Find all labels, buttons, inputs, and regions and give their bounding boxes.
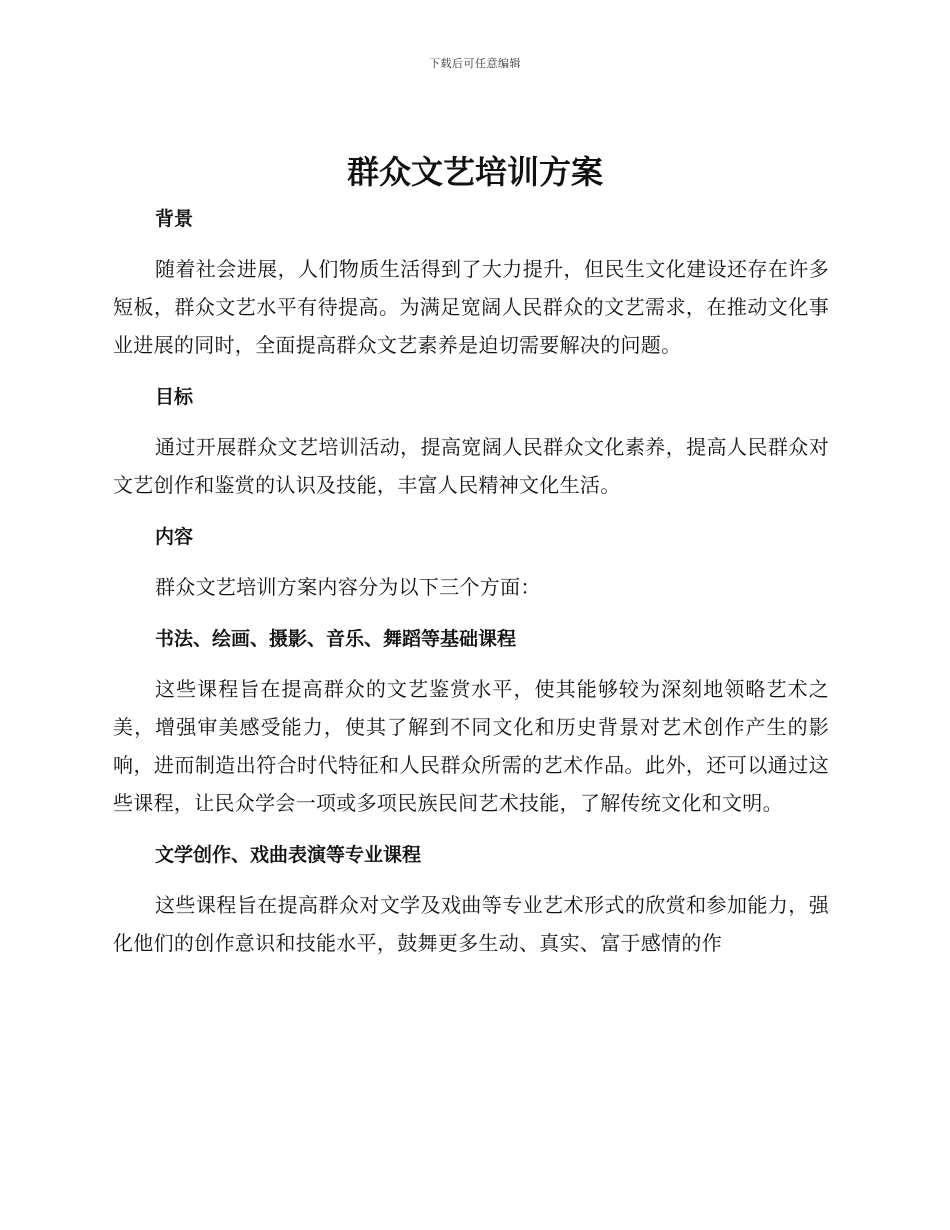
section-heading-background: 背景 — [155, 208, 194, 230]
paragraph-goal: 通过开展群众文艺培训活动，提高宽阔人民群众文化素养，提高人民群众对文艺创作和鉴赏的认识及技能，丰富人民精神文化生活。 — [113, 435, 829, 497]
paragraph-content-intro: 群众文艺培训方案内容分为以下三个方面： — [155, 575, 541, 599]
page-header-note: 下载后可任意编辑 — [429, 57, 521, 70]
section-heading-content: 内容 — [155, 526, 194, 548]
paragraph-basic-courses: 这些课程旨在提高群众的文艺鉴赏水平，使其能够较为深刻地领略艺术之美，增强审美感受能力，使其了解到不同文化和历史背景对艺术创作产生的影响，进而制造出符合时代特征和人民群众所需的艺术作品。此外，还可以通过这些课程，让民众学会一项或多项民族民间艺术技能，了解传统文化和文明。 — [113, 677, 829, 815]
document-body — [113, 196, 829, 972]
paragraph-professional-courses: 这些课程旨在提高群众对文学及戏曲等专业艺术形式的欣赏和参加能力，强化他们的创作意识和技能水平，鼓舞更多生动、真实、富于感情的作 — [113, 893, 829, 955]
document-title: 群众文艺培训方案 — [346, 153, 603, 191]
section-heading-professional-courses: 文学创作、戏曲表演等专业课程 — [155, 844, 422, 866]
section-heading-basic-courses: 书法、绘画、摄影、音乐、舞蹈等基础课程 — [155, 628, 517, 650]
section-heading-goal: 目标 — [155, 386, 194, 408]
paragraph-background: 随着社会进展，人们物质生活得到了大力提升，但民生文化建设还存在许多短板，群众文艺水平有待提高。为满足宽阔人民群众的文艺需求，在推动文化事业进展的同时，全面提高群众文艺素养是迫切需要解决的问题。 — [113, 257, 829, 357]
